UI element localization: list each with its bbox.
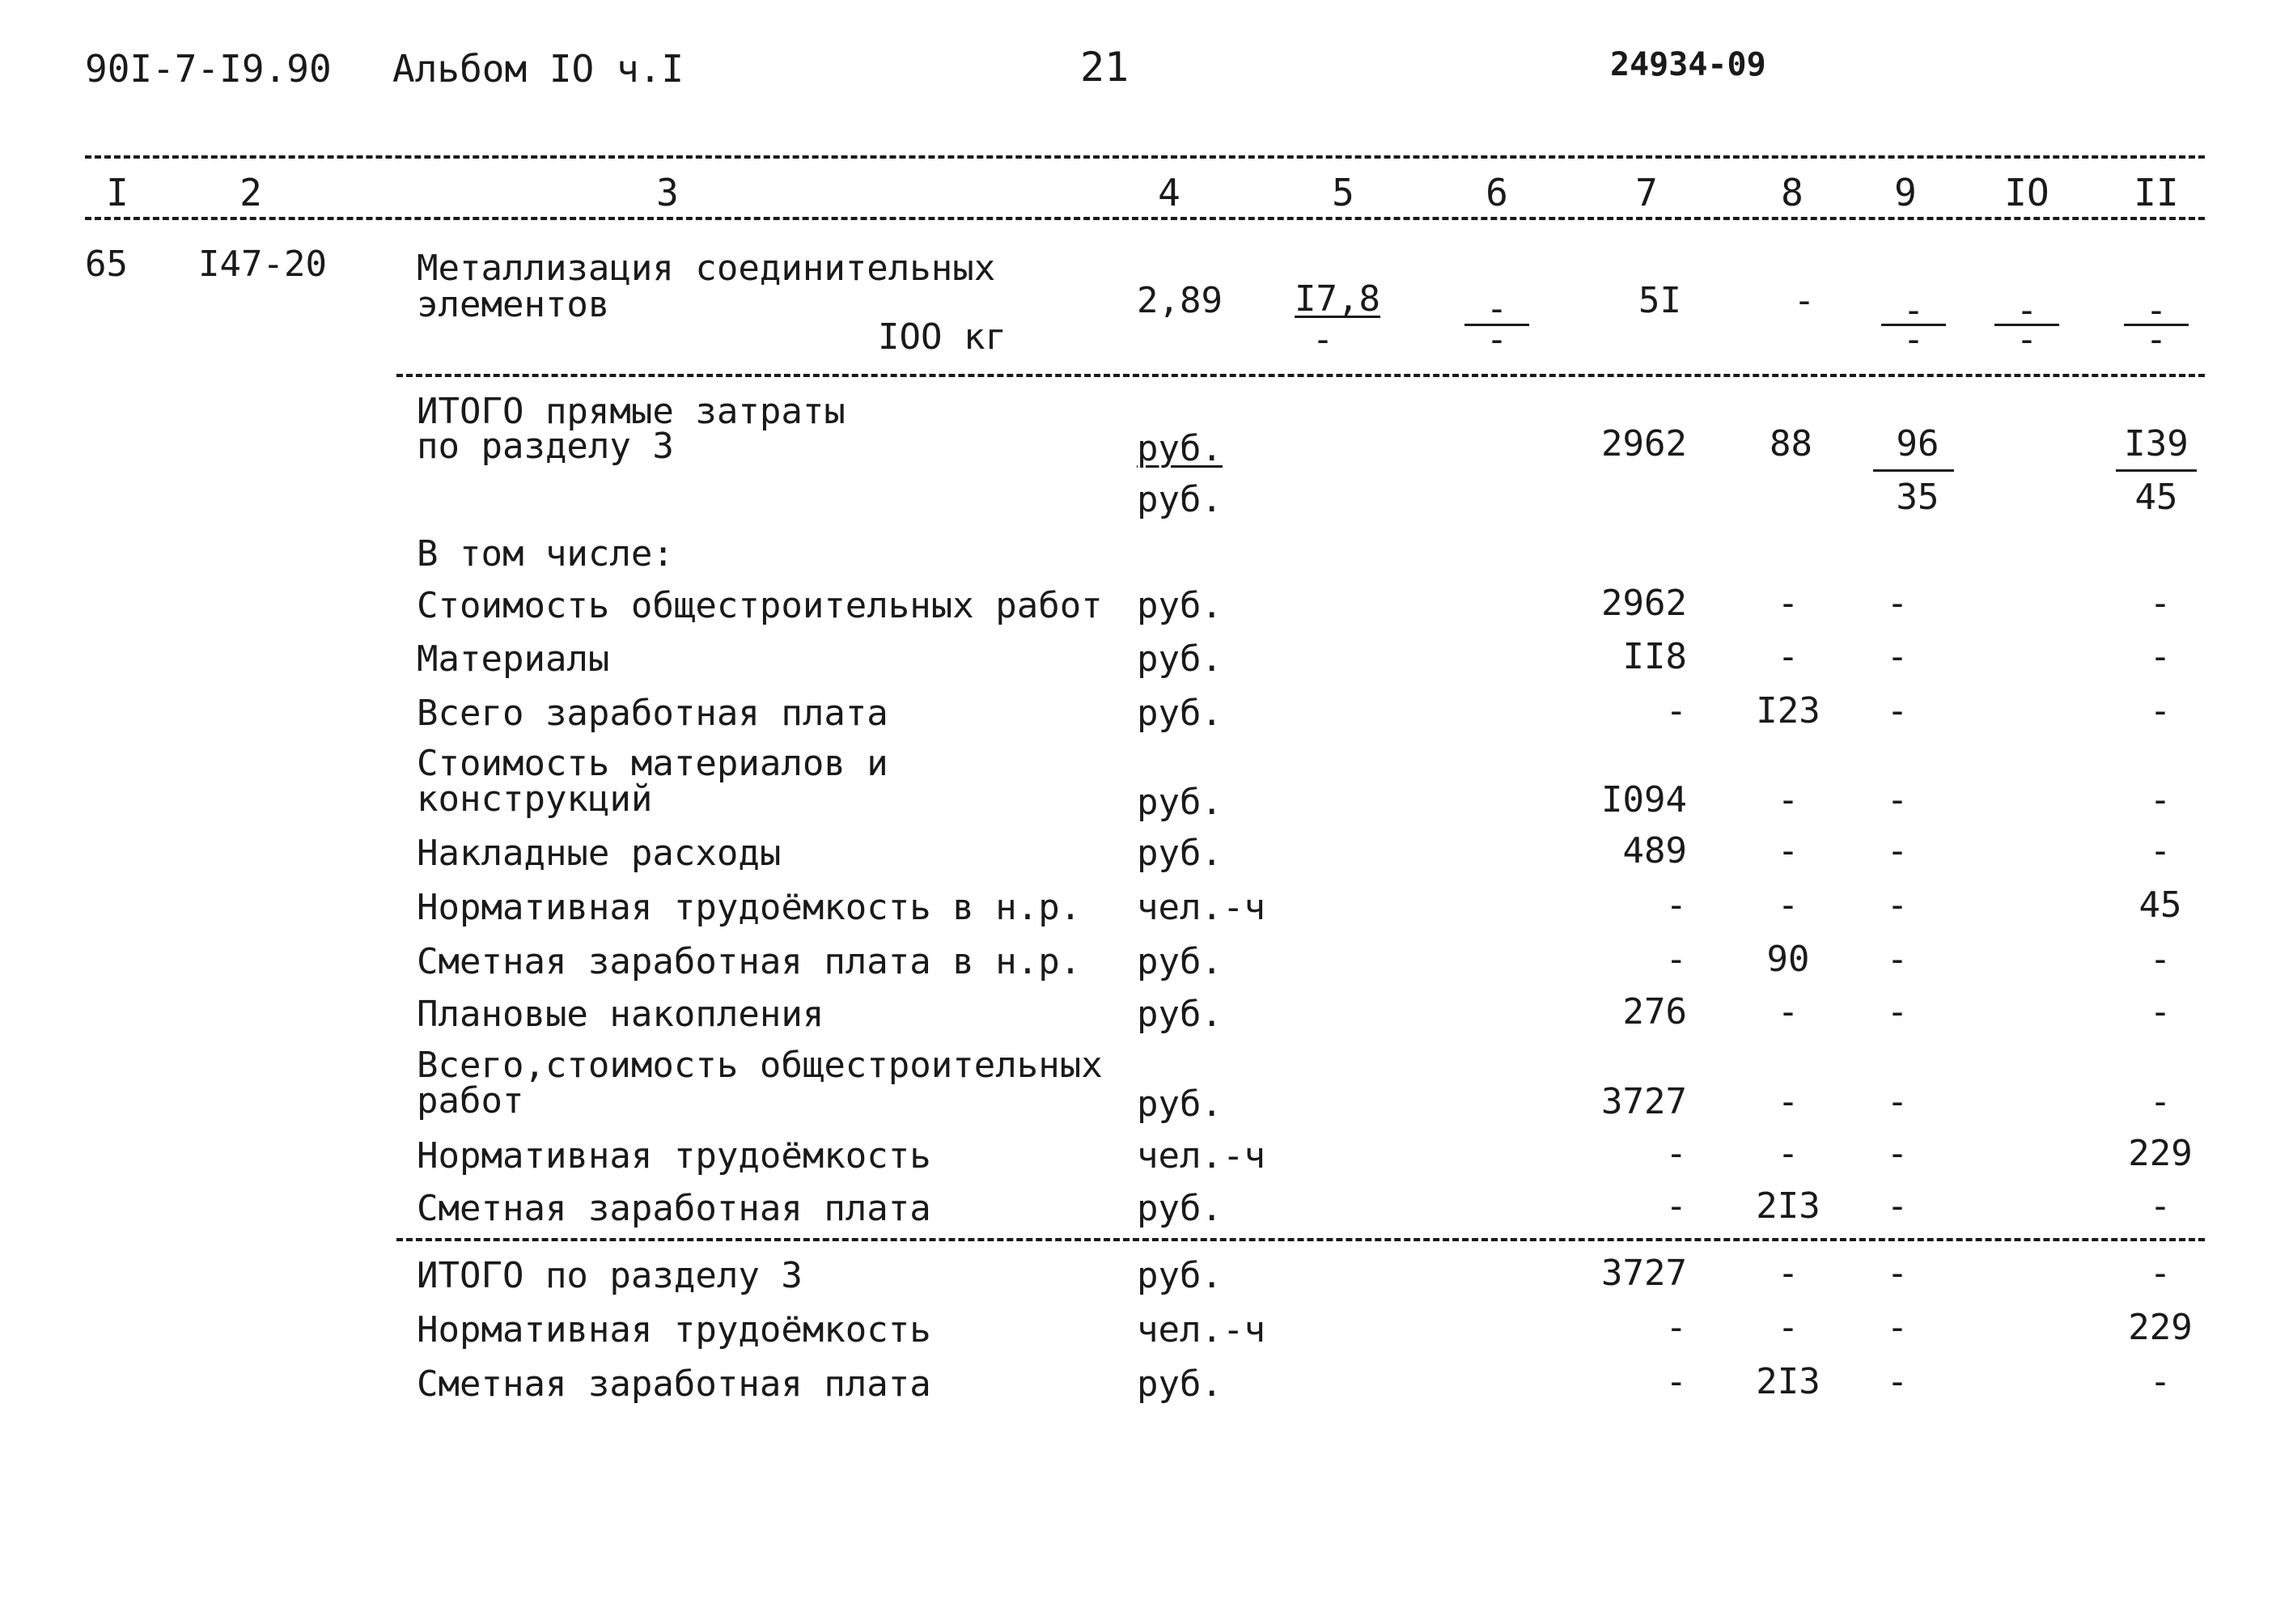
row-col9: - xyxy=(1886,636,1909,677)
item-name-line2: элементов xyxy=(417,284,610,325)
total-unit: руб. xyxy=(1137,1255,1223,1296)
total-col11: - xyxy=(2149,1361,2172,1402)
row-col9: - xyxy=(1886,779,1909,820)
row-col7: - xyxy=(1665,1133,1687,1174)
total-col9: - xyxy=(1886,1307,1909,1348)
row-col8: I23 xyxy=(1756,690,1820,731)
row-col7: - xyxy=(1665,1185,1687,1227)
row-unit: чел.-ч xyxy=(1137,1135,1265,1177)
column-number-9: 9 xyxy=(1894,171,1917,214)
total-col7: - xyxy=(1665,1361,1687,1402)
column-number-5: 5 xyxy=(1332,171,1354,214)
row-col11: 45 xyxy=(2138,884,2182,926)
item-col10-top: - xyxy=(2015,290,2038,331)
total-col11: 229 xyxy=(2128,1307,2193,1348)
item-col7: 5I xyxy=(1638,280,1681,321)
document-number: 24934-09 xyxy=(1610,46,1766,83)
row-unit: руб. xyxy=(1137,941,1223,982)
row-col11: - xyxy=(2149,779,2172,820)
header-top-rule xyxy=(85,155,2205,159)
item-name-line1: Металлизация соединительных xyxy=(417,248,996,289)
item-code: I47-20 xyxy=(198,244,327,285)
row-col7: - xyxy=(1665,690,1687,731)
total-col11: - xyxy=(2149,1253,2172,1294)
row-label: Сметная заработная плата xyxy=(417,1188,931,1229)
row-col11: - xyxy=(2149,636,2172,677)
page-number: 21 xyxy=(1080,44,1130,91)
row-col7: II8 xyxy=(1622,636,1687,677)
item-col5: I7,8 xyxy=(1295,278,1380,320)
subtotal-unit1: руб. xyxy=(1137,428,1223,469)
row-col11: - xyxy=(2149,1081,2172,1122)
column-number-8: 8 xyxy=(1781,171,1803,214)
total-unit: чел.-ч xyxy=(1137,1309,1265,1351)
row-unit: руб. xyxy=(1137,638,1223,680)
row-col8: - xyxy=(1777,830,1799,871)
document-code: 90I-7-I9.90 xyxy=(85,47,332,91)
row-col8: - xyxy=(1777,583,1799,624)
row-label-line2: работ xyxy=(417,1080,524,1122)
subtotal-label-line1: ИТОГО прямые затраты xyxy=(417,391,846,432)
row-label: Всего,стоимость общестроительных xyxy=(417,1045,1103,1086)
row-unit: руб. xyxy=(1137,833,1223,874)
row-col8: - xyxy=(1777,884,1799,926)
total-col9: - xyxy=(1886,1361,1909,1402)
total-col8: - xyxy=(1777,1307,1799,1348)
subtotal-col9-bar xyxy=(1873,469,1954,472)
row-col7: 276 xyxy=(1622,991,1687,1032)
subtotal-col9-top: 96 xyxy=(1896,423,1939,464)
column-number-6: 6 xyxy=(1486,171,1508,214)
row-unit: чел.-ч xyxy=(1137,887,1265,928)
item-col6-bottom: - xyxy=(1486,319,1508,360)
subtotal-col11-bar xyxy=(2116,469,2197,472)
item-col5-below: - xyxy=(1312,319,1334,360)
total-label: Нормативная трудоёмкость xyxy=(417,1309,931,1351)
row-unit: руб. xyxy=(1137,585,1223,626)
row-label-line2: конструкций xyxy=(417,778,653,820)
row-label: Нормативная трудоёмкость в н.р. xyxy=(417,887,1082,928)
row-unit: руб. xyxy=(1137,1188,1223,1229)
row-label: Сметная заработная плата в н.р. xyxy=(417,941,1082,982)
subtotal-col7: 2962 xyxy=(1601,423,1687,464)
item-col4: 2,89 xyxy=(1137,280,1223,321)
total-label: ИТОГО по разделу 3 xyxy=(417,1255,803,1296)
row-col7: 3727 xyxy=(1601,1081,1687,1122)
row-col11: - xyxy=(2149,690,2172,731)
row-col9: - xyxy=(1886,1185,1909,1227)
row-label: Стоимость общестроительных работ xyxy=(417,585,1103,626)
item-col6-top: - xyxy=(1486,288,1508,329)
total-top-rule xyxy=(396,1238,2205,1241)
row-col7: 2962 xyxy=(1601,583,1687,624)
row-col7: I094 xyxy=(1601,779,1687,820)
row-label: Материалы xyxy=(417,638,610,680)
row-col11: - xyxy=(2149,991,2172,1032)
row-col7: - xyxy=(1665,884,1687,926)
column-number-2: 2 xyxy=(239,171,262,214)
column-number-1: I xyxy=(106,171,129,214)
row-col8: - xyxy=(1777,1081,1799,1122)
row-col11: 229 xyxy=(2128,1133,2193,1174)
item-col10-bottom: - xyxy=(2015,319,2038,360)
row-col11: - xyxy=(2149,583,2172,624)
subtotal-col11-top: I39 xyxy=(2124,423,2189,464)
column-number-7: 7 xyxy=(1635,171,1658,214)
row-col8: - xyxy=(1777,636,1799,677)
item-col8: - xyxy=(1793,280,1816,321)
subtotal-col8: 88 xyxy=(1770,423,1812,464)
row-col11: - xyxy=(2149,939,2172,980)
item-unit: IOO кг xyxy=(878,316,1007,358)
row-col9: - xyxy=(1886,939,1909,980)
row-col8: - xyxy=(1777,991,1799,1032)
total-col7: 3727 xyxy=(1601,1253,1687,1294)
row-col7: - xyxy=(1665,939,1687,980)
item-bottom-rule xyxy=(396,374,2205,377)
row-label: Всего заработная плата xyxy=(417,693,888,734)
row-col9: - xyxy=(1886,583,1909,624)
row-unit: руб. xyxy=(1137,782,1223,823)
row-col7: 489 xyxy=(1622,830,1687,871)
total-label: Сметная заработная плата xyxy=(417,1363,931,1405)
row-col9: - xyxy=(1886,884,1909,926)
item-col11-bottom: - xyxy=(2145,319,2168,360)
total-col9: - xyxy=(1886,1253,1909,1294)
including-label: В том числе: xyxy=(417,533,674,575)
column-number-11: II xyxy=(2134,171,2179,214)
total-unit: руб. xyxy=(1137,1363,1223,1405)
row-col8: 90 xyxy=(1766,939,1810,980)
subtotal-col11-bottom: 45 xyxy=(2134,477,2178,518)
row-col9: - xyxy=(1886,1133,1909,1174)
row-unit: руб. xyxy=(1137,693,1223,734)
row-col9: - xyxy=(1886,991,1909,1032)
column-number-3: 3 xyxy=(656,171,679,214)
item-col9-bottom: - xyxy=(1902,319,1925,360)
subtotal-label-line2: по разделу 3 xyxy=(417,426,674,467)
row-col9: - xyxy=(1886,830,1909,871)
item-number: 65 xyxy=(85,244,128,285)
row-col8: - xyxy=(1777,1133,1799,1174)
row-label: Накладные расходы xyxy=(417,833,782,874)
header-bottom-rule xyxy=(85,217,2205,220)
row-col8: 2I3 xyxy=(1756,1185,1820,1227)
column-number-10: IO xyxy=(2004,171,2049,214)
row-col8: - xyxy=(1777,779,1799,820)
row-col11: - xyxy=(2149,1185,2172,1227)
album-label: Альбом IO ч.I xyxy=(392,47,685,91)
row-unit: руб. xyxy=(1137,994,1223,1035)
row-unit: руб. xyxy=(1137,1083,1223,1125)
row-col9: - xyxy=(1886,1081,1909,1122)
item-col9-top: - xyxy=(1902,290,1925,331)
total-col8: 2I3 xyxy=(1756,1361,1820,1402)
total-col7: - xyxy=(1665,1307,1687,1348)
row-col9: - xyxy=(1886,690,1909,731)
row-label: Стоимость материалов и xyxy=(417,743,888,784)
subtotal-unit2: руб. xyxy=(1137,479,1223,520)
row-col11: - xyxy=(2149,830,2172,871)
row-label: Нормативная трудоёмкость xyxy=(417,1135,931,1177)
column-number-4: 4 xyxy=(1158,171,1180,214)
total-col8: - xyxy=(1777,1253,1799,1294)
subtotal-col9-bottom: 35 xyxy=(1896,477,1939,518)
item-col11-top: - xyxy=(2145,290,2168,331)
row-label: Плановые накопления xyxy=(417,994,824,1035)
